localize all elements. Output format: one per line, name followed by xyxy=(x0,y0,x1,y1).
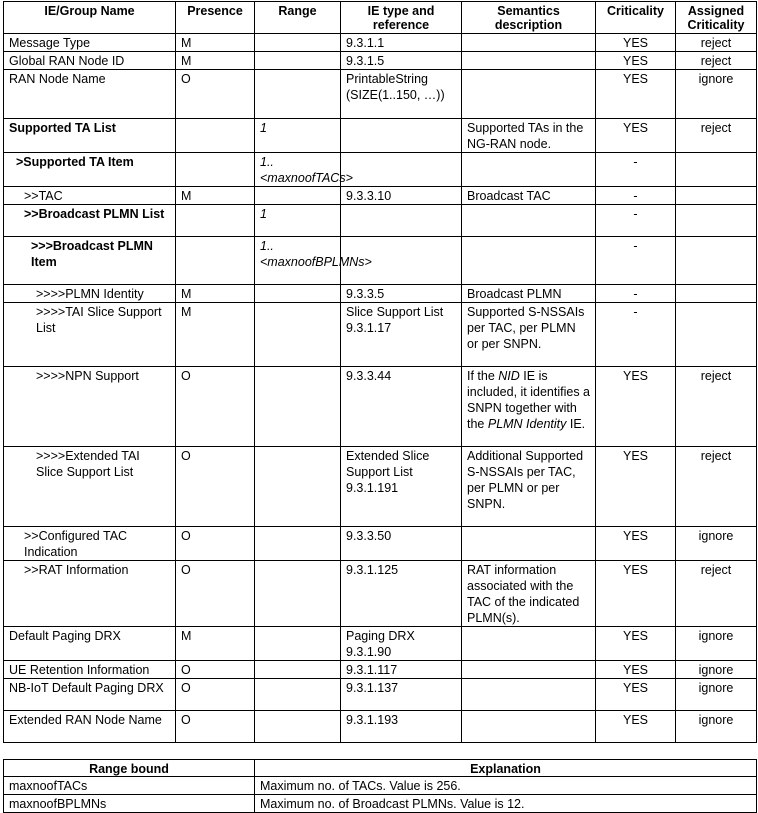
col-header-ie-type: IE type and reference xyxy=(341,2,462,34)
table-row xyxy=(4,661,757,679)
criticality: - xyxy=(596,237,676,285)
ie-name: >>>Broadcast PLMN Item xyxy=(4,237,176,285)
presence xyxy=(176,153,255,187)
range xyxy=(255,627,341,661)
semantics: Supported S-NSSAIs per TAC, per PLMN or per SNPN. xyxy=(462,303,596,367)
assigned-criticality: ignore xyxy=(676,627,757,661)
criticality: - xyxy=(596,285,676,303)
range xyxy=(255,303,341,367)
table-row xyxy=(4,119,757,153)
semantics xyxy=(462,627,596,661)
semantics xyxy=(462,153,596,187)
range-bound: maxnoofTACs xyxy=(4,777,255,795)
col-header-criticality: Criticality xyxy=(596,2,676,34)
ie-type: 9.3.3.50 xyxy=(341,527,462,561)
ie-type: 9.3.1.1 xyxy=(341,34,462,52)
assigned-criticality xyxy=(676,153,757,187)
criticality: YES xyxy=(596,70,676,119)
semantics: RAT information associated with the TAC of the indicated PLMN(s). xyxy=(462,561,596,627)
col-header-assigned-criticality: Assigned Criticality xyxy=(676,2,757,34)
semantics xyxy=(462,205,596,237)
ie-type: 9.3.3.5 xyxy=(341,285,462,303)
assigned-criticality xyxy=(676,303,757,367)
range xyxy=(255,285,341,303)
criticality: - xyxy=(596,303,676,367)
explanation: Maximum no. of Broadcast PLMNs. Value is 12. xyxy=(255,795,757,813)
ie-type: 9.3.1.137 xyxy=(341,679,462,711)
col-header-semantics: Semantics description xyxy=(462,2,596,34)
ie-type: 9.3.1.193 xyxy=(341,711,462,743)
ie-type: 9.3.1.117 xyxy=(341,661,462,679)
ie-type xyxy=(341,119,462,153)
semantics-ie-ref: NID xyxy=(498,369,520,383)
presence: M xyxy=(176,52,255,70)
col-header-ie-name: IE/Group Name xyxy=(4,2,176,34)
ie-name: Default Paging DRX xyxy=(4,627,176,661)
table-row xyxy=(4,34,757,52)
ie-type: PrintableString (SIZE(1..150, …)) xyxy=(341,70,462,119)
table-row xyxy=(4,777,757,795)
assigned-criticality: reject xyxy=(676,52,757,70)
ie-name: >Supported TA Item xyxy=(4,153,176,187)
explanation: Maximum no. of TACs. Value is 256. xyxy=(255,777,757,795)
range xyxy=(255,34,341,52)
range xyxy=(255,367,341,447)
ie-name: >>>>TAI Slice Support List xyxy=(4,303,176,367)
col-header-range-bound: Range bound xyxy=(4,760,255,777)
range xyxy=(255,52,341,70)
range xyxy=(255,679,341,711)
table-row xyxy=(4,303,757,367)
presence: O xyxy=(176,70,255,119)
semantics xyxy=(462,70,596,119)
assigned-criticality: reject xyxy=(676,367,757,447)
range xyxy=(255,447,341,527)
semantics xyxy=(462,367,596,447)
table-row xyxy=(4,447,757,527)
table-row xyxy=(4,795,757,813)
range xyxy=(255,527,341,561)
semantics xyxy=(462,679,596,711)
assigned-criticality xyxy=(676,205,757,237)
assigned-criticality: ignore xyxy=(676,711,757,743)
ie-type xyxy=(341,205,462,237)
ie-name: >>>>NPN Support xyxy=(4,367,176,447)
criticality: YES xyxy=(596,679,676,711)
semantics-text: If the xyxy=(467,369,499,383)
criticality: YES xyxy=(596,711,676,743)
criticality: YES xyxy=(596,527,676,561)
semantics: Broadcast PLMN xyxy=(462,285,596,303)
table-row xyxy=(4,679,757,711)
range xyxy=(255,70,341,119)
range: 1 xyxy=(255,119,341,153)
semantics xyxy=(462,711,596,743)
ie-name: Extended RAN Node Name xyxy=(4,711,176,743)
range xyxy=(255,661,341,679)
table-row xyxy=(4,153,757,187)
semantics-ie-ref: PLMN Identity xyxy=(487,417,567,431)
assigned-criticality: ignore xyxy=(676,679,757,711)
assigned-criticality: ignore xyxy=(676,527,757,561)
ie-type: 9.3.3.10 xyxy=(341,187,462,205)
ie-type-name: Slice Support List xyxy=(346,305,444,319)
assigned-criticality: reject xyxy=(676,561,757,627)
ie-table xyxy=(3,1,757,743)
ie-name: UE Retention Information xyxy=(4,661,176,679)
range: 1 xyxy=(255,205,341,237)
table-row xyxy=(4,285,757,303)
assigned-criticality xyxy=(676,237,757,285)
range xyxy=(255,561,341,627)
range xyxy=(255,187,341,205)
assigned-criticality: reject xyxy=(676,34,757,52)
presence xyxy=(176,119,255,153)
presence: O xyxy=(176,367,255,447)
semantics-text: IE. xyxy=(566,417,586,431)
ie-type: 9.3.1.125 xyxy=(341,561,462,627)
semantics xyxy=(462,52,596,70)
ie-type: 9.3.3.44 xyxy=(341,367,462,447)
presence: O xyxy=(176,711,255,743)
assigned-criticality: ignore xyxy=(676,661,757,679)
criticality: - xyxy=(596,205,676,237)
semantics xyxy=(462,527,596,561)
table-row xyxy=(4,627,757,661)
ie-name: >>>>Extended TAI Slice Support List xyxy=(4,447,176,527)
ie-name: >>RAT Information xyxy=(4,561,176,627)
presence: M xyxy=(176,627,255,661)
table-row xyxy=(4,187,757,205)
semantics-text: IE is included, it identifies a SNPN together with the xyxy=(467,369,590,431)
ie-type: 9.3.1.5 xyxy=(341,52,462,70)
presence: O xyxy=(176,679,255,711)
range: 1..<maxnoofTACs> xyxy=(255,153,341,187)
ie-type xyxy=(341,303,462,367)
presence: M xyxy=(176,303,255,367)
semantics: Supported TAs in the NG-RAN node. xyxy=(462,119,596,153)
ie-name: >>>>PLMN Identity xyxy=(4,285,176,303)
table-header-row xyxy=(4,760,757,777)
ie-type-ref: 9.3.1.191 xyxy=(346,481,399,495)
range-bound: maxnoofBPLMNs xyxy=(4,795,255,813)
table-row xyxy=(4,52,757,70)
criticality: YES xyxy=(596,661,676,679)
criticality: - xyxy=(596,187,676,205)
ie-name: Global RAN Node ID xyxy=(4,52,176,70)
semantics xyxy=(462,237,596,285)
ie-type xyxy=(341,627,462,661)
assigned-criticality: ignore xyxy=(676,70,757,119)
ie-type xyxy=(341,153,462,187)
ie-name: RAN Node Name xyxy=(4,70,176,119)
assigned-criticality: reject xyxy=(676,119,757,153)
table-header-row xyxy=(4,2,757,34)
ie-name: Message Type xyxy=(4,34,176,52)
criticality: YES xyxy=(596,627,676,661)
range: 1..<maxnoofBPLMNs> xyxy=(255,237,341,285)
criticality: YES xyxy=(596,119,676,153)
ie-name: >>Configured TAC Indication xyxy=(4,527,176,561)
criticality: YES xyxy=(596,447,676,527)
table-row xyxy=(4,70,757,119)
semantics xyxy=(462,661,596,679)
range-bound-table xyxy=(3,759,757,813)
presence: O xyxy=(176,447,255,527)
presence: M xyxy=(176,187,255,205)
table-row xyxy=(4,527,757,561)
table-row xyxy=(4,711,757,743)
semantics xyxy=(462,34,596,52)
ie-type xyxy=(341,447,462,527)
ie-name: >>TAC xyxy=(4,187,176,205)
ie-name: >>Broadcast PLMN List xyxy=(4,205,176,237)
col-header-presence: Presence xyxy=(176,2,255,34)
table-row xyxy=(4,237,757,285)
presence: M xyxy=(176,34,255,52)
col-header-explanation: Explanation xyxy=(255,760,757,777)
presence: O xyxy=(176,527,255,561)
ie-name: Supported TA List xyxy=(4,119,176,153)
presence: M xyxy=(176,285,255,303)
presence: O xyxy=(176,661,255,679)
table-row xyxy=(4,561,757,627)
presence xyxy=(176,205,255,237)
ie-name: NB-IoT Default Paging DRX xyxy=(4,679,176,711)
criticality: - xyxy=(596,153,676,187)
semantics: Broadcast TAC xyxy=(462,187,596,205)
criticality: YES xyxy=(596,52,676,70)
table-row xyxy=(4,205,757,237)
criticality: YES xyxy=(596,367,676,447)
semantics: Additional Supported S-NSSAIs per TAC, per PLMN or per SNPN. xyxy=(462,447,596,527)
table-row xyxy=(4,367,757,447)
assigned-criticality: reject xyxy=(676,447,757,527)
presence: O xyxy=(176,561,255,627)
ie-type-ref: 9.3.1.17 xyxy=(346,321,392,335)
presence xyxy=(176,237,255,285)
ie-type-name: Paging DRX xyxy=(346,629,415,643)
assigned-criticality xyxy=(676,187,757,205)
criticality: YES xyxy=(596,34,676,52)
assigned-criticality xyxy=(676,285,757,303)
criticality: YES xyxy=(596,561,676,627)
ie-type-name: Extended Slice Support List xyxy=(346,449,430,479)
ie-type-ref: 9.3.1.90 xyxy=(346,645,392,659)
range xyxy=(255,711,341,743)
col-header-range: Range xyxy=(255,2,341,34)
